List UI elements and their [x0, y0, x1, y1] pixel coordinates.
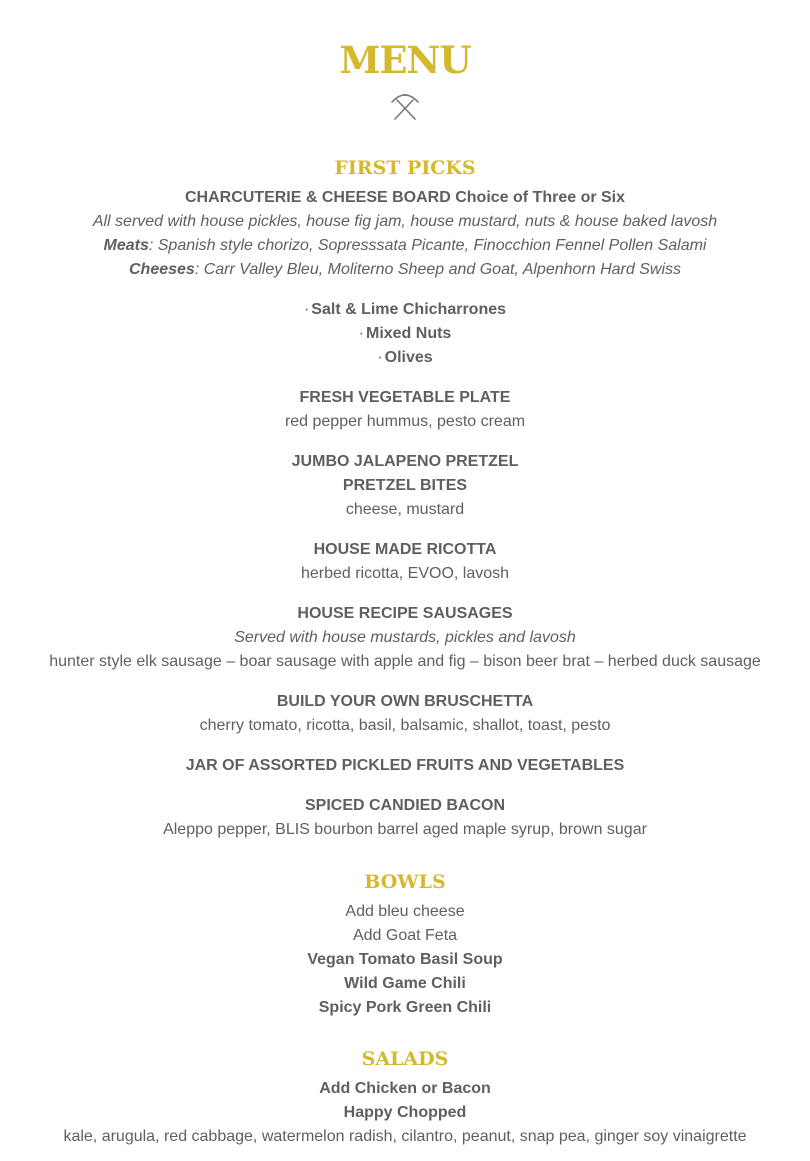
salad-item-happy-chopped-description: kale, arugula, red cabbage, watermelon radish, cilantro, peanut, snap pea, ginger soy vinaigrette — [63, 1128, 747, 1145]
bullet-icon: · — [358, 325, 364, 342]
meats-list: : Spanish style chorizo, Sopresssata Picante, Finocchion Fennel Pollen Salami — [148, 237, 707, 254]
salad-item-happy-chopped: Happy Chopped — [343, 1104, 467, 1121]
bowl-item-green-chili: Spicy Pork Green Chili — [318, 999, 492, 1016]
ricotta-title: HOUSE MADE RICOTTA — [313, 541, 497, 558]
snack-name: Mixed Nuts — [365, 325, 452, 342]
bowl-item-game-chili: Wild Game Chili — [344, 975, 466, 992]
pretzel-bites-title: PRETZEL BITES — [342, 477, 468, 494]
meats-label: Meats — [103, 237, 149, 254]
bowls-addon-feta: Add Goat Feta — [352, 927, 458, 944]
vegetable-plate-title: FRESH VEGETABLE PLATE — [299, 389, 511, 406]
charcuterie-title: CHARCUTERIE & CHEESE BOARD Choice of Three or Six — [184, 189, 626, 206]
salads-addon-chicken-bacon: Add Chicken or Bacon — [319, 1080, 491, 1097]
bullet-icon: · — [303, 301, 310, 318]
snack-item-mixed-nuts — [0, 322, 810, 346]
jalapeno-pretzel-title: JUMBO JALAPENO PRETZEL — [291, 453, 519, 470]
cheeses-label: Cheeses — [129, 261, 195, 278]
charcuterie-meats — [0, 234, 810, 258]
candied-bacon-description: Aleppo pepper, BLIS bourbon barrel aged maple syrup, brown sugar — [163, 821, 647, 838]
bowl-item-tomato-soup: Vegan Tomato Basil Soup — [307, 951, 503, 968]
sausages-description: hunter style elk sausage – boar sausage with apple and fig – bison beer brat – herbed duck sausage — [49, 653, 761, 670]
cheeses-list: : Carr Valley Bleu, Moliterno Sheep and Goat, Alpenhorn Hard Swiss — [194, 261, 681, 278]
sausages-note: Served with house mustards, pickles and lavosh — [234, 629, 576, 646]
sausages-title: HOUSE RECIPE SAUSAGES — [297, 605, 513, 622]
snack-name: Olives — [384, 349, 433, 366]
crossed-pickaxes-icon — [389, 91, 421, 123]
vegetable-plate-description: red pepper hummus, pesto cream — [284, 413, 526, 430]
section-heading-salads: SALADS — [361, 1048, 449, 1070]
ricotta-description: herbed ricotta, EVOO, lavosh — [300, 565, 510, 582]
section-heading-bowls: BOWLS — [364, 871, 446, 893]
bruschetta-title: BUILD YOUR OWN BRUSCHETTA — [276, 693, 534, 710]
charcuterie-description: All served with house pickles, house fig jam, house mustard, nuts & house baked lavosh — [92, 213, 718, 230]
charcuterie-cheeses — [0, 258, 810, 282]
candied-bacon-title: SPICED CANDIED BACON — [304, 797, 505, 814]
menu-title: MENU — [339, 38, 471, 82]
snack-name: Salt & Lime Chicharrones — [311, 301, 507, 318]
pretzel-bites-description: cheese, mustard — [345, 501, 465, 518]
pickled-jar-title: JAR OF ASSORTED PICKLED FRUITS AND VEGETABLES — [185, 757, 625, 774]
snack-item-olives — [0, 346, 810, 370]
snack-item-chicharrones — [0, 298, 810, 322]
bowls-addon-bleu: Add bleu cheese — [345, 903, 465, 920]
bruschetta-description: cherry tomato, ricotta, basil, balsamic, shallot, toast, pesto — [199, 717, 611, 734]
section-heading-first-picks: FIRST PICKS — [334, 157, 476, 179]
bullet-icon: · — [377, 349, 383, 366]
